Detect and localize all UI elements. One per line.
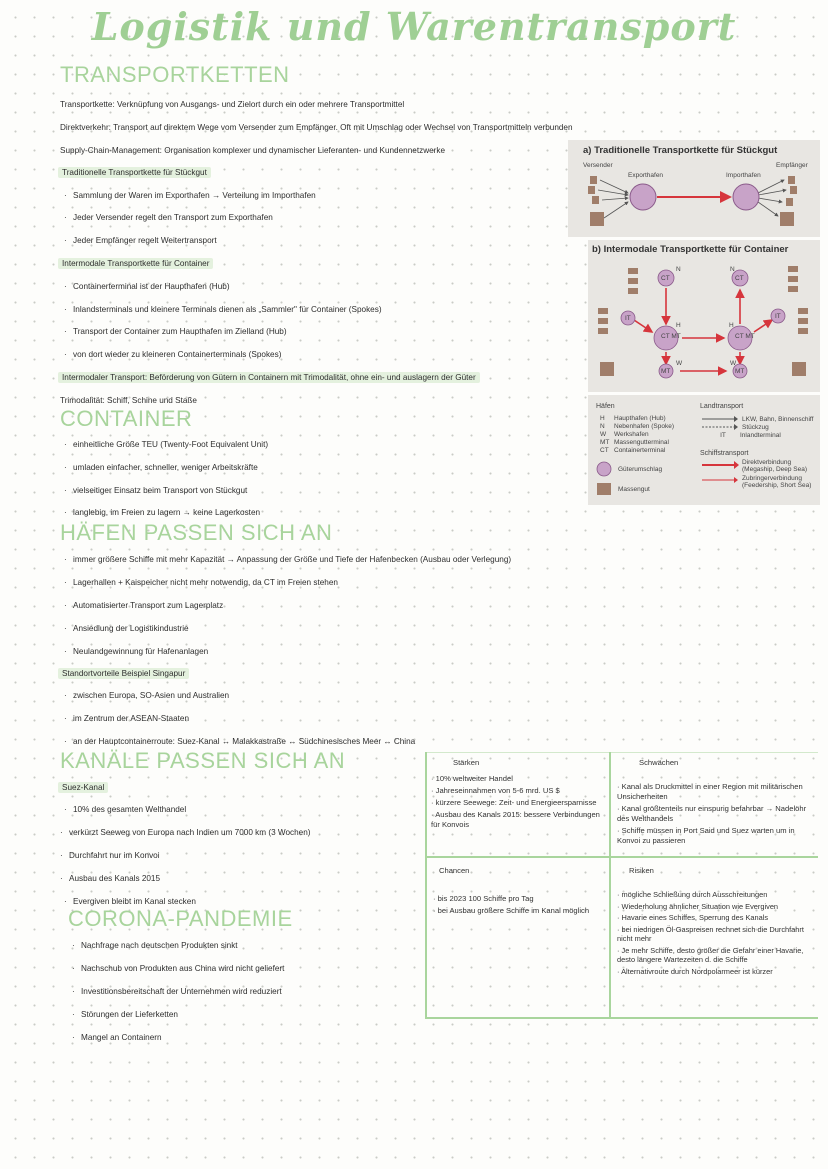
heading-kanaele: KANÄLE PASSEN SICH AN xyxy=(60,748,346,773)
letter-label: W xyxy=(676,360,683,367)
note-line: Transportkette: Verknüpfung von Ausgangs- und Zielort durch ein oder mehrere Transportmittel xyxy=(60,100,405,109)
label-exporthafen: Exporthafen xyxy=(628,172,664,179)
swot-item: Jahreseinnahmen von 5-6 mrd. US $ xyxy=(435,786,560,795)
node-label: CT MT xyxy=(661,333,681,340)
label-versender: Versender xyxy=(583,162,613,169)
note-line: Sammlung der Waren im Exporthafen → Verteilung im Importhafen xyxy=(73,191,316,200)
legend-item: Zubringerverbindung (Feedership, Short Sea) xyxy=(742,475,812,489)
note-line: Ausbau des Kanals 2015 xyxy=(69,874,161,883)
legend-item: Haupthafen (Hub) xyxy=(614,415,666,422)
subheading-intermodal: Intermodale Transportkette für Container xyxy=(58,258,213,269)
subheading-traditionell: Traditionelle Transportkette für Stückgut xyxy=(58,167,211,178)
note-line: Ansiedlung der Logistikindustrie xyxy=(73,624,189,633)
figure-b-diagram xyxy=(588,240,820,392)
note-line: Nachfrage nach deutschen Produkten sinkt xyxy=(81,941,238,950)
note-line: Neulandgewinnung für Hafenanlagen xyxy=(73,647,209,656)
note-line: Trimodalität: Schiff, Schine und Staße xyxy=(60,396,197,405)
note-line: 10% des gesamten Welthandel xyxy=(73,805,187,814)
label-importhafen: Importhafen xyxy=(726,172,761,179)
swot-item: mögliche Schließung durch Ausschreitungen xyxy=(621,890,768,899)
swot-item: Kanal größtenteils nur einspurig befahrbar → Nadelöhr des Welthandels xyxy=(617,804,807,823)
node-label: MT xyxy=(661,368,671,375)
subheading-suez: Suez-Kanal xyxy=(58,782,108,793)
swot-item: Ausbau des Kanals 2015: bessere Verbindungen für Konvois xyxy=(431,810,600,829)
legend-item: Inlandterminal xyxy=(740,432,781,439)
legend-item: Stückzug xyxy=(742,424,769,431)
letter-label: N xyxy=(676,266,681,273)
legend-land-symbols xyxy=(700,415,740,445)
node-label: CT xyxy=(735,275,744,282)
legend-item: Containerterminal xyxy=(614,447,666,454)
note-line: im Zentrum der ASEAN-Staaten xyxy=(73,714,190,723)
legend-land-title: Landtransport xyxy=(700,403,744,410)
figure-traditional-chain xyxy=(568,140,820,237)
swot-item: kürzere Seewege: Zeit- und Energieersparnisse xyxy=(435,798,597,807)
legend-massengut: Massengut xyxy=(618,486,650,493)
figure-a-diagram xyxy=(568,140,820,237)
note-line: Jeder Versender regelt den Transport zum Exporthafen xyxy=(73,213,273,222)
legend-item: Nebenhafen (Spoke) xyxy=(614,423,674,430)
figure-legend: Häfen Landtransport H Haupthafen (Hub) N Nebenhafen (Spoke) W Werkshafen MT Massengutterminal CT Containerterminal LKW, Bahn, Binnenschiff Stückzug IT Inlandterminal Schiffstransport Direktverbindung (Megaship, Deep Sea) Zubringerverbindung (Feedership, Short Sea) Güterumschlag Massengut xyxy=(588,395,820,505)
note-line: zwischen Europa, SO-Asien und Australien xyxy=(73,691,230,700)
swot-item: Je mehr Schiffe, desto größer die Gefahr einer Havarie, desto längere Wartezeiten d. die Schiffe xyxy=(617,945,804,964)
note-line: Automatisierter Transport zum Lagerplatz xyxy=(73,601,224,610)
note-line: Störungen der Lieferketten xyxy=(81,1010,178,1019)
heading-corona: CORONA-PANDEMIE xyxy=(68,906,293,931)
swot-risiken-label: Risiken xyxy=(629,866,654,875)
swot-item: bei niedrigen Öl-Gaspreisen rechnet sich die Durchfahrt nicht mehr xyxy=(617,924,804,943)
legend-item: LKW, Bahn, Binnenschiff xyxy=(742,416,814,423)
heading-transportketten: TRANSPORTKETTEN xyxy=(60,62,290,87)
legend-left-symbols xyxy=(596,461,616,499)
note-line: umladen einfacher, schneller, weniger Arbeitskräfte xyxy=(73,463,258,472)
note-line: an der Hauptcontainerroute: Suez-Kanal ↔ Malakkastraße ↔ Südchinesisches Meer ↔ China xyxy=(73,737,416,746)
note-line: Nachschub von Produkten aus China wird nicht geliefert xyxy=(81,964,285,973)
swot-item: 10% weltweiter Handel xyxy=(435,774,513,783)
note-line: Investitionsbereitschaft der Unternehmen wird reduziert xyxy=(81,987,282,996)
node-label: CT MT xyxy=(735,333,755,340)
note-line: Intermodaler Transport: Beförderung von Gütern in Containern mit Trimodalität, ohne ein- und auslagern der Güter xyxy=(58,372,480,383)
swot-item: bei Ausbau größere Schiffe im Kanal möglich xyxy=(437,906,590,915)
legend-item: Massengutterminal xyxy=(614,439,669,446)
note-line: verkürzt Seeweg von Europa nach Indien um 7000 km (3 Wochen) xyxy=(69,828,311,837)
note-line: Containerterminal ist der Haupthafen (Hub) xyxy=(73,282,230,291)
note-line: langlebig, im Freien zu lagern → keine Lagerkosten xyxy=(73,508,261,517)
swot-item: Wiederholung ähnlicher Situation wie Evergiven xyxy=(621,901,779,911)
note-line: einheitliche Größe TEU (Twenty-Foot Equivalent Unit) xyxy=(73,440,269,449)
heading-container: CONTAINER xyxy=(60,406,193,431)
swot-item: Alternativroute durch Nordpolarmeer ist kürzer xyxy=(621,966,773,976)
subheading-singapur: Standortvorteile Beispiel Singapur xyxy=(58,668,189,679)
swot-item: Kanal als Druckmittel in einer Region mit militärischen Unsicherheiten xyxy=(617,782,803,801)
legend-item: Direktverbindung (Megaship, Deep Sea) xyxy=(742,459,808,473)
node-label: CT xyxy=(661,275,670,282)
note-line: Supply-Chain-Management: Organisation komplexer und dynamischer Lieferanten- und Kundennetzwerke xyxy=(60,146,446,155)
node-label: IT xyxy=(625,315,631,322)
node-label: IT xyxy=(775,313,781,320)
note-line: Direktverkehr: Transport auf direktem Wege vom Versender zum Empfänger. Oft mit Umschlag oder Wechsel von Transportmitteln verbunden xyxy=(60,123,573,132)
node-label: MT xyxy=(735,368,745,375)
figure-intermodal-chain xyxy=(588,240,820,392)
letter-label: H xyxy=(676,322,681,329)
figure-a-title: a) Traditionelle Transportkette für Stückgut xyxy=(583,145,778,156)
swot-chancen-label: Chancen xyxy=(439,866,470,875)
letter-label: H xyxy=(729,322,734,329)
note-line: immer größere Schiffe mit mehr Kapazität → Anpassung der Größe und Tiefe der Hafenbecken (Ausbau oder Verlegung) xyxy=(73,555,512,564)
page-title: Logistik und Warentransport xyxy=(91,4,737,49)
note-line: vielseitiger Einsatz beim Transport von Stückgut xyxy=(73,486,248,495)
note-line: Jeder Empfänger regelt Weitertransport xyxy=(73,236,217,245)
note-line: Mangel an Containern xyxy=(81,1033,162,1042)
legend-gueterumschlag: Güterumschlag xyxy=(618,466,663,473)
label-empfaenger: Empfänger xyxy=(776,162,808,169)
note-line: Transport der Container zum Haupthafen im Zielland (Hub) xyxy=(73,327,287,336)
figure-b-title: b) Intermodale Transportkette für Container xyxy=(592,244,789,255)
swot-item: bis 2023 100 Schiffe pro Tag xyxy=(437,894,534,903)
heading-haefen: HÄFEN PASSEN SICH AN xyxy=(60,520,333,545)
legend-item: Werkshafen xyxy=(614,431,649,438)
legend-ship-symbols xyxy=(700,459,740,489)
letter-label: N xyxy=(730,266,735,273)
swot-table: Stärken Schwächen · 10% weltweiter Handel · Jahreseinnahmen von 5-6 mrd. US $ · kürzere Seewege: Zeit- und Energieersparnisse · Ausbau des Kanals 2015: bessere Verbindungen für Konvois · Kanal als Druckmittel in einer Region mit militärischen Unsicherheiten · Kanal größtenteils nur einspurig befahrbar → Nadelöhr des Welthandels · Schiffe müssen in Port Said und Suez warten um in Konvoi zu passieren Chancen Risiken · bis 2023 100 Schiffe pro Tag · bei Ausbau größere Schiffe im Kanal möglich · mögliche Schließung durch Ausschreitungen · Wiederholung ähnlicher Situation wie Evergiven · Havarie eines Schiffes, Sperrung des Kanals · bei niedrigen Öl-Gaspreisen rechnet sich die Durchfahrt nicht mehr · Je mehr Schiffe, desto größer die Gefahr einer Havarie, desto längere Wartezeiten d. die Schiffe · Alternativroute durch Nordpolarmeer ist kürzer xyxy=(425,752,818,1019)
note-line: Durchfahrt nur im Konvoi xyxy=(69,851,160,860)
letter-label: W xyxy=(730,360,737,367)
note-line: Lagerhallen + Kaispeicher nicht mehr notwendig, da CT im Freien stehen xyxy=(73,578,338,587)
note-line: Evergiven bleibt im Kanal stecken xyxy=(73,897,196,906)
note-line: Inlandsterminals und kleinere Terminals dienen als „Sammler" für Container (Spokes) xyxy=(73,305,382,314)
swot-staerken-label: Stärken xyxy=(453,758,480,767)
swot-item: Havarie eines Schiffes, Sperrung des Kanals xyxy=(621,913,769,922)
legend-haefen-title: Häfen xyxy=(596,403,615,410)
legend-ship-title: Schiffstransport xyxy=(700,450,749,457)
swot-item: Schiffe müssen in Port Said und Suez warten um in Konvoi zu passieren xyxy=(617,826,795,845)
note-line: von dort wieder zu kleineren Containerterminals (Spokes) xyxy=(73,350,282,359)
swot-schwaechen-label: Schwächen xyxy=(639,758,679,767)
